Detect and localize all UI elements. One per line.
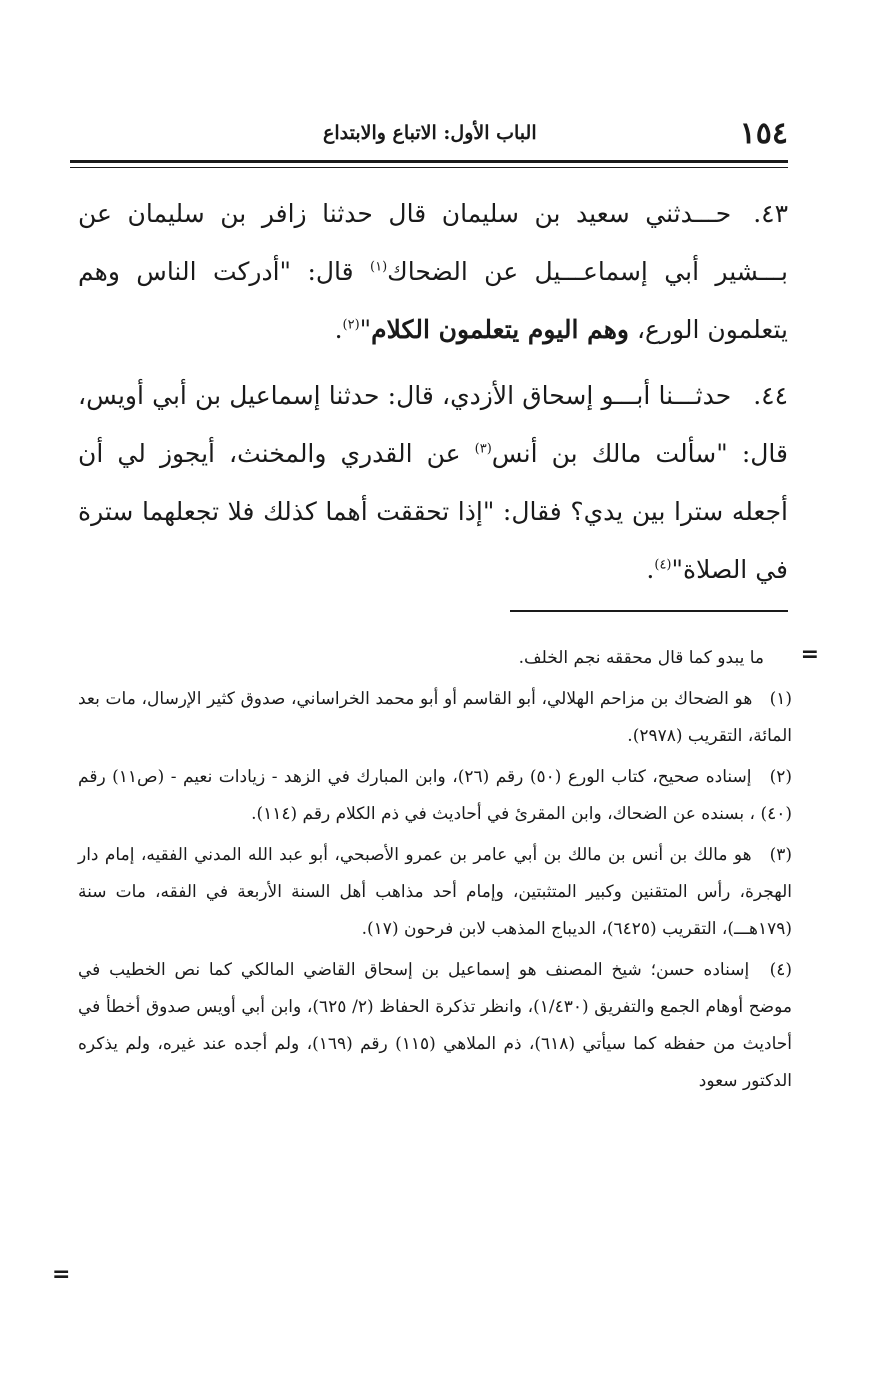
header-rule-thick	[70, 160, 788, 163]
footnote-ref: (١)	[370, 259, 388, 275]
footnote-label: (٢)	[769, 767, 792, 787]
paragraph-text: حدثـــنا أبـــو إسحاق الأزدي، قال: حدثنا إسماعيل بن أبي أويس، قال: "سألت مالك بن أنس	[78, 381, 788, 468]
paragraph-number: ٤٤.	[753, 381, 788, 410]
header-rule-thin	[70, 167, 788, 168]
paragraph-text: .	[334, 315, 343, 344]
running-title: الباب الأول: الاتباع والابتداع	[323, 122, 537, 144]
paragraph-text: "	[359, 315, 372, 344]
footnote-1	[78, 681, 792, 755]
paragraph-text: عن القدري والمخنث، أيجوز لي أن أجعله سترا بين يدي؟ فقال: "إذا تحققت أهما كذلك فلا تجعلهما سترة في الصلاة"	[78, 439, 788, 584]
page-header	[78, 116, 788, 156]
continuation-mark: =	[800, 642, 819, 667]
footnote-separator	[510, 610, 788, 612]
footnote-ref: (٤)	[654, 557, 672, 573]
footnotes	[78, 640, 792, 1104]
footnote-continuation: ما يبدو كما قال محققه نجم الخلف.	[518, 648, 764, 668]
main-text	[78, 185, 788, 607]
paragraph-43	[78, 185, 788, 359]
footnote-3	[78, 837, 792, 948]
footnote-text: إسناده صحيح، كتاب الورع (٥٠) رقم (٢٦)، وابن المبارك في الزهد - زيادات نعيم - (ص١١) رقم (٤٠) ، بسنده عن الضحاك، وابن المقرئ في أحاديث في ذم الكلام رقم (١١٤).	[78, 767, 792, 824]
footnote-label: (٤)	[769, 960, 792, 980]
footnote-label: (٣)	[769, 845, 793, 865]
footnote-ref: (٣)	[474, 441, 492, 457]
paragraph-number: ٤٣.	[753, 199, 788, 228]
end-continuation-mark: =	[52, 1262, 71, 1287]
footnote-4	[78, 952, 792, 1100]
footnote-text: هو مالك بن أنس بن مالك بن أبي عامر بن عمرو الأصبحي، أبو عبد الله المدني الفقيه، إمام دار الهجرة، رأس المتقنين وكبير المتثبتين، وإمام أحد مذاهب أهل السنة الأربعة في الفقه، مات سنة (١٧٩هـــ)، التقريب (٦٤٢٥)، الديباج المذهب لابن فرحون (١٧).	[78, 845, 792, 939]
footnote-text: إسناده حسن؛ شيخ المصنف هو إسماعيل بن إسحاق القاضي المالكي كما نص الخطيب في موضح أوهام الجمع والتفريق (١/٤٣٠)، وانظر تذكرة الحفاظ (٢/ ٦٢٥)، وابن أبي أويس صدوق أخطأ في أحاديث من حفظه كما سيأتي (٦١٨)، ذم الملاهي (١١٥) رقم (١٦٩)، ولم أجده عند غيره، ولم يذكره الدكتور سعود	[78, 960, 793, 1091]
footnote-ref: (٢)	[342, 317, 360, 333]
paragraph-44	[78, 367, 788, 599]
footnote-text: هو الضحاك بن مزاحم الهلالي، أبو القاسم أو أبو محمد الخراساني، صدوق كثير الإرسال، مات بعد المائة، التقريب (٢٩٧٨).	[78, 689, 792, 746]
footnote-label: (١)	[769, 689, 792, 709]
paragraph-text: .	[646, 555, 655, 584]
paragraph-text: حـــدثني سعيد بن سليمان قال حدثنا زافر بن سليمان عن بـــشير أبي إسماعـــيل عن الضحاك	[78, 199, 788, 286]
page-number: ١٥٤	[739, 116, 788, 151]
footnote-2	[78, 759, 792, 833]
paragraph-text: قال: "أدركت الناس وهم يتعلمون الورع،	[78, 257, 788, 344]
bold-phrase: وهم اليوم يتعلمون الكلام	[371, 315, 629, 344]
